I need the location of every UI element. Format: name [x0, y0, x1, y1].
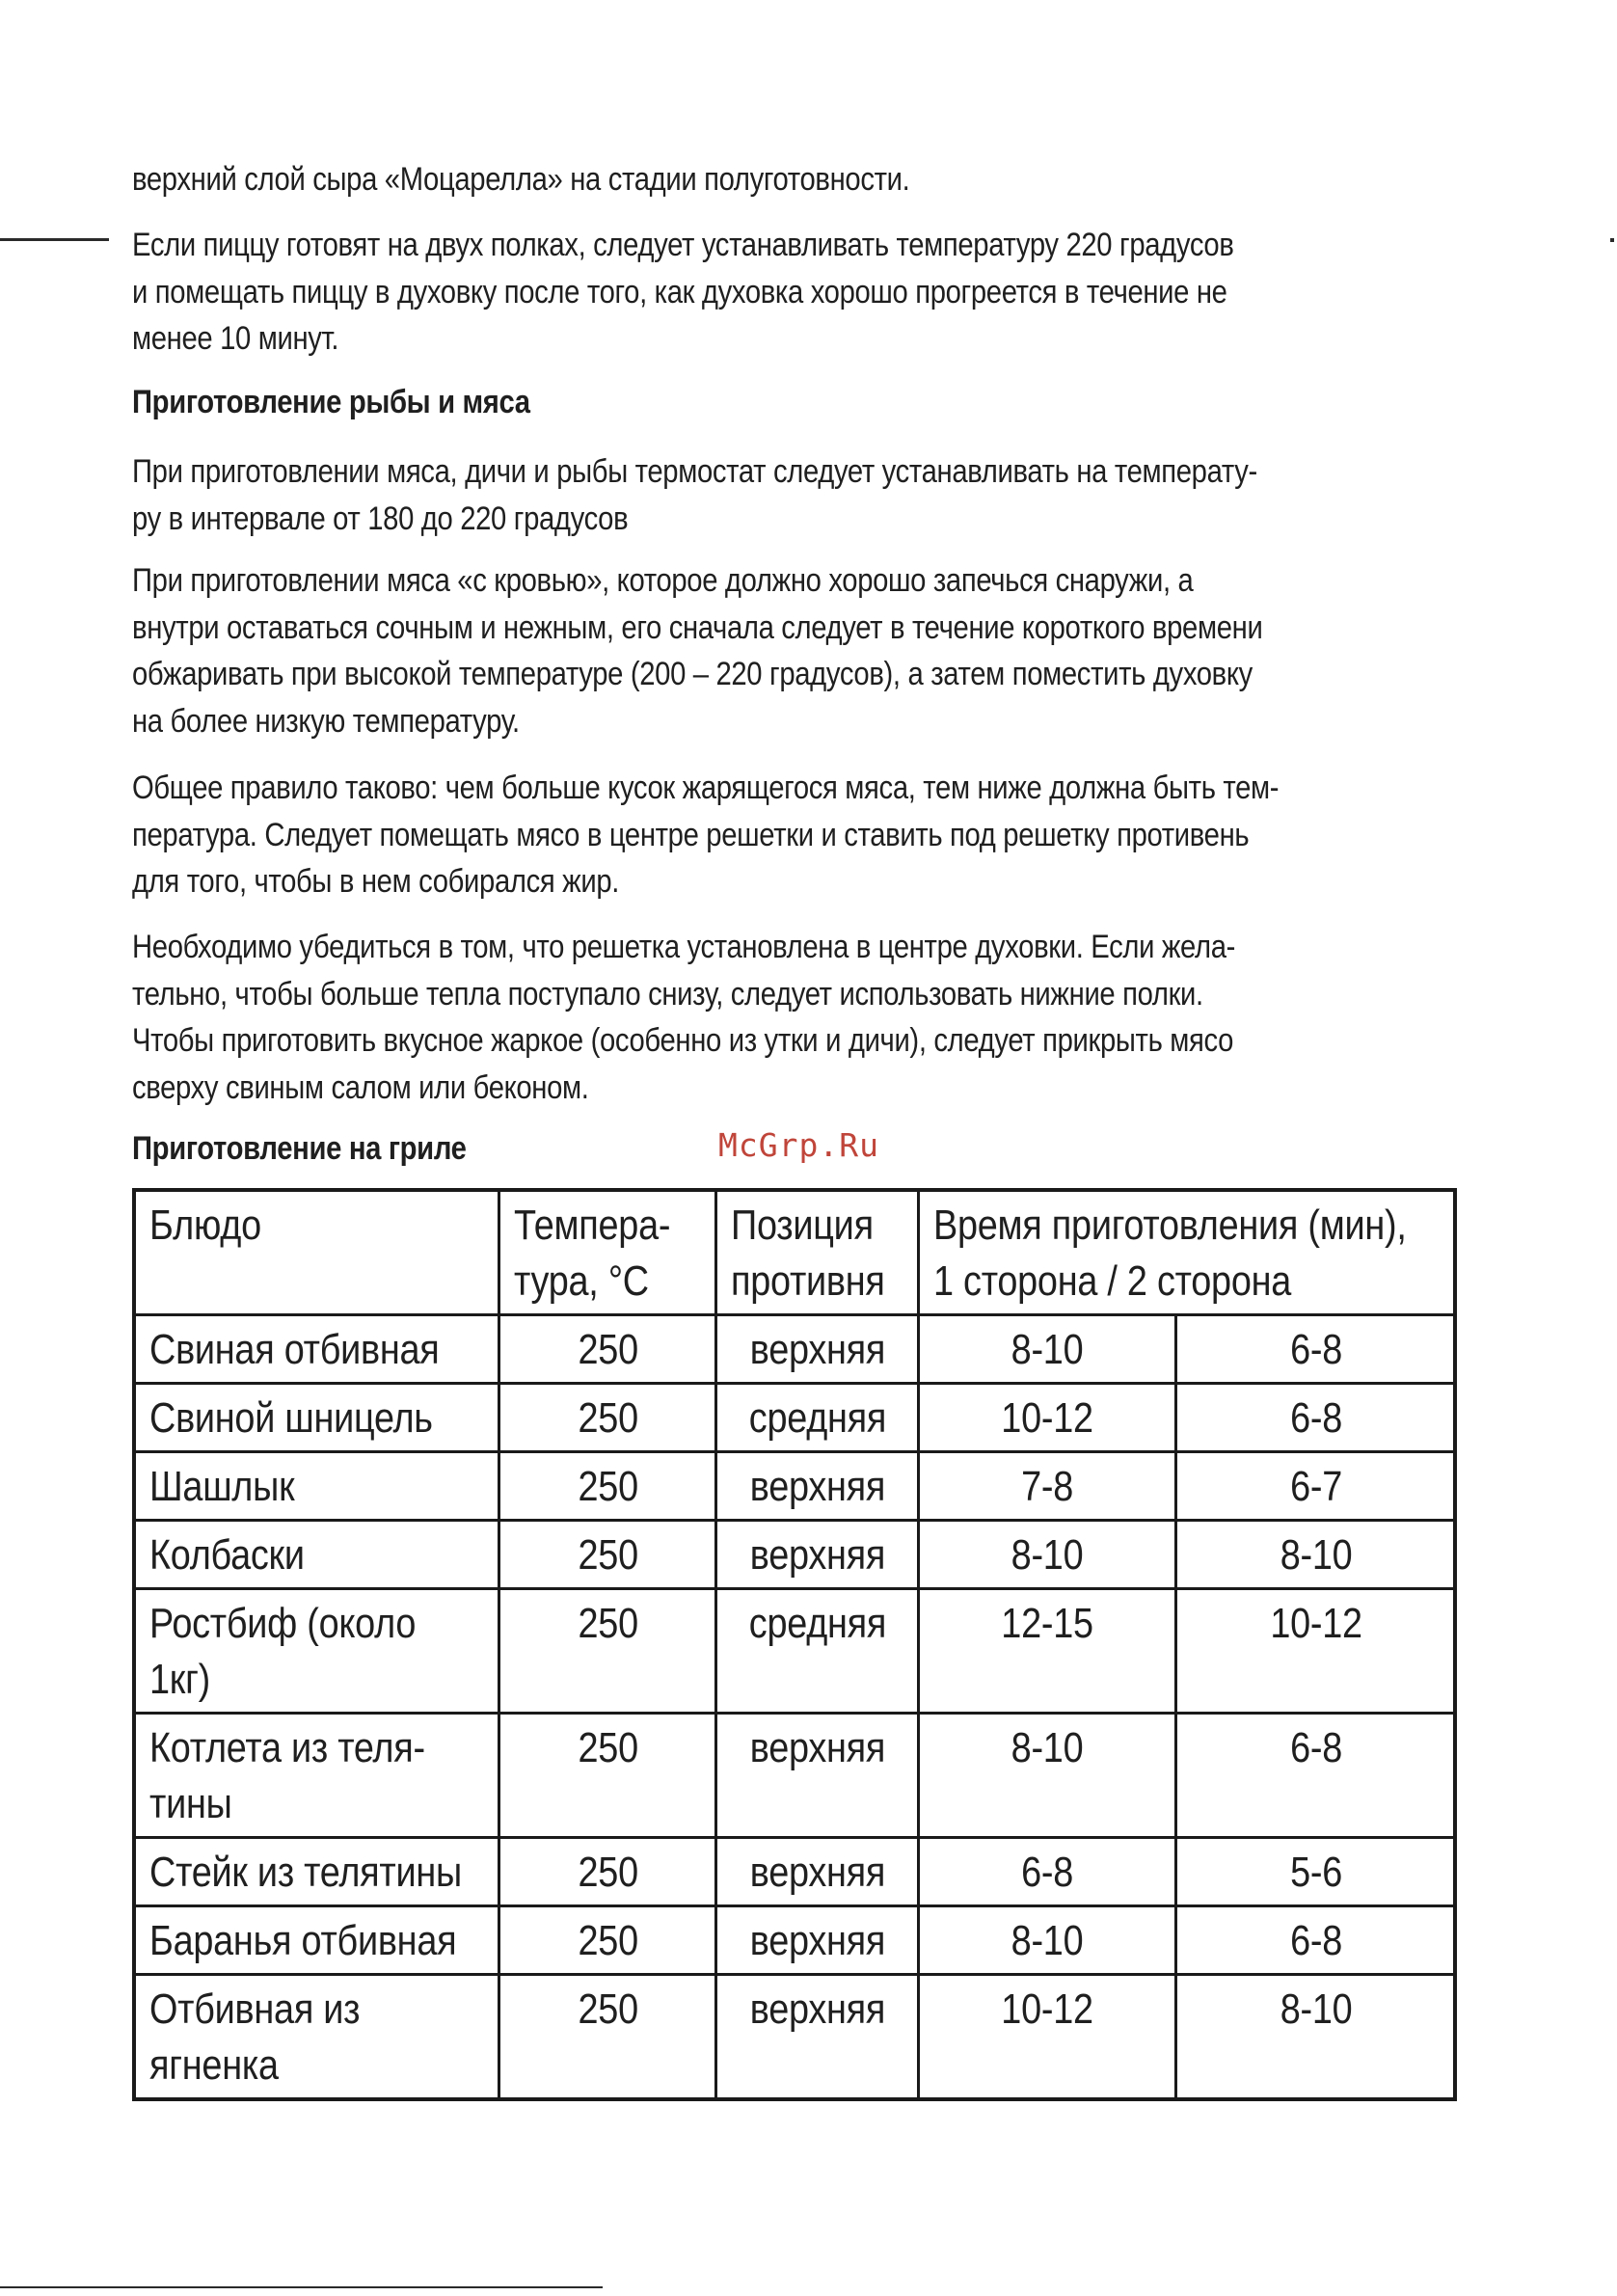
cell-temperature	[499, 1906, 715, 1975]
cell-time-side2	[1175, 1589, 1455, 1714]
section-heading: Приготовление на гриле	[132, 1130, 467, 1167]
cell-text: 6-8	[1289, 1394, 1342, 1442]
cell-text: 250	[578, 1463, 638, 1510]
cell-time-side1	[918, 1838, 1175, 1906]
cell-text: 6-8	[1289, 1917, 1342, 1964]
cell-text: верхняя	[749, 1985, 886, 2033]
cell-text: 8-10	[1011, 1531, 1084, 1579]
cell-time-side1	[918, 1975, 1175, 2100]
cell-dish	[134, 1906, 499, 1975]
header-text: Блюдо	[149, 1202, 261, 1249]
cell-text: 10-12	[1270, 1600, 1362, 1647]
cell-tray-position	[715, 1452, 918, 1521]
paragraph-text: Необходимо убедиться в том, что решетка установлена в центре духовки. Если жела- тельно, чтобы больше тепла поступало снизу, следует использовать нижние полки. Чтобы приготовить вкусное жаркое (особенно из утки и дичи), следует прикрыть мясо сверху свиным салом или беконом.	[132, 929, 1236, 1106]
cell-text: средняя	[748, 1394, 887, 1442]
paragraph-rack-center	[132, 924, 1461, 1111]
cell-text: 7-8	[1021, 1463, 1074, 1510]
cell-text: Котлета из теля- тины	[149, 1724, 425, 1827]
cell-tray-position	[715, 1384, 918, 1452]
cell-text: Ростбиф (около 1кг)	[149, 1600, 417, 1703]
cell-time-side1	[918, 1906, 1175, 1975]
paragraph-thermostat	[132, 448, 1461, 542]
cell-tray-position	[715, 1906, 918, 1975]
paragraph-general-rule	[132, 765, 1461, 905]
cell-text: 250	[578, 1917, 638, 1964]
cell-text: верхняя	[749, 1463, 886, 1510]
section-heading-fish-meat	[132, 379, 1461, 425]
cell-dish	[134, 1975, 499, 2100]
cell-temperature	[499, 1714, 715, 1838]
cell-text: 12-15	[1001, 1600, 1094, 1647]
cell-text: 8-10	[1280, 1985, 1353, 2033]
cell-text: 10-12	[1001, 1985, 1094, 2033]
cell-time-side2	[1175, 1906, 1455, 1975]
cell-text: 250	[578, 1531, 638, 1579]
footer-rule	[0, 2286, 603, 2288]
cell-text: 6-8	[1289, 1326, 1342, 1373]
cell-tray-position	[715, 1315, 918, 1384]
table-row	[134, 1975, 1455, 2100]
header-temperature	[499, 1190, 715, 1315]
section-heading: Приготовление рыбы и мяса	[132, 384, 530, 420]
cell-time-side2	[1175, 1975, 1455, 2100]
paragraph-text: При приготовлении мяса «с кровью», которое должно хорошо запечься снаружи, а внутри оставаться сочным и нежным, его сначала следует в течение короткого времени обжаривать при высокой температуре (200 – 220 градусов), а затем поместить духовку на более низкую температуру.	[132, 562, 1263, 740]
cell-time-side1	[918, 1714, 1175, 1838]
cell-text: Баранья отбивная	[149, 1917, 457, 1964]
cell-text: верхняя	[749, 1724, 886, 1771]
cell-dish	[134, 1838, 499, 1906]
cell-text: 250	[578, 1394, 638, 1442]
cell-time-side2	[1175, 1452, 1455, 1521]
paragraph-mozzarella	[132, 156, 1461, 203]
cell-text: 6-8	[1289, 1724, 1342, 1771]
cell-text: 250	[578, 1849, 638, 1896]
cell-temperature	[499, 1452, 715, 1521]
table-row	[134, 1521, 1455, 1589]
cell-text: Колбаски	[149, 1531, 305, 1579]
table-row	[134, 1384, 1455, 1452]
margin-mark-right	[1610, 238, 1614, 242]
cell-time-side2	[1175, 1315, 1455, 1384]
cell-temperature	[499, 1838, 715, 1906]
watermark: McGrp.Ru	[718, 1126, 879, 1164]
cell-text: 250	[578, 1600, 638, 1647]
paragraph-text: Общее правило таково: чем больше кусок жарящегося мяса, тем ниже должна быть тем- пература. Следует помещать мясо в центре решетки и ставить под решетку противень для того, чтобы в нем собирался жир.	[132, 770, 1280, 900]
cell-text: верхняя	[749, 1326, 886, 1373]
table-row	[134, 1589, 1455, 1714]
cell-tray-position	[715, 1589, 918, 1714]
cell-dish	[134, 1589, 499, 1714]
cell-time-side1	[918, 1315, 1175, 1384]
paragraph-rare-meat	[132, 557, 1461, 744]
cell-time-side2	[1175, 1838, 1455, 1906]
cell-text: Свиная отбивная	[149, 1326, 440, 1373]
cell-text: 8-10	[1011, 1724, 1084, 1771]
cell-temperature	[499, 1975, 715, 2100]
table-row	[134, 1838, 1455, 1906]
table-row	[134, 1452, 1455, 1521]
header-dish	[134, 1190, 499, 1315]
header-tray-position	[715, 1190, 918, 1315]
cell-dish	[134, 1315, 499, 1384]
cell-text: 250	[578, 1985, 638, 2033]
cell-dish	[134, 1452, 499, 1521]
grill-table	[132, 1188, 1457, 2101]
cell-text: 250	[578, 1326, 638, 1373]
cell-temperature	[499, 1589, 715, 1714]
cell-dish	[134, 1521, 499, 1589]
cell-text: 8-10	[1280, 1531, 1353, 1579]
cell-tray-position	[715, 1521, 918, 1589]
header-text: Позиция противня	[730, 1202, 885, 1305]
header-text: Время приготовления (мин), 1 сторона / 2 сторона	[932, 1202, 1407, 1305]
cell-tray-position	[715, 1975, 918, 2100]
cell-time-side2	[1175, 1521, 1455, 1589]
cell-time-side1	[918, 1384, 1175, 1452]
paragraph-text: Если пиццу готовят на двух полках, следует устанавливать температуру 220 градусов и помещать пиццу в духовку после того, как духовка хорошо прогреется в течение не менее 10 минут.	[132, 227, 1234, 357]
cell-text: верхняя	[749, 1849, 886, 1896]
cell-time-side2	[1175, 1384, 1455, 1452]
cell-text: 5-6	[1289, 1849, 1342, 1896]
cell-text: верхняя	[749, 1917, 886, 1964]
cell-tray-position	[715, 1714, 918, 1838]
margin-mark-left	[0, 238, 109, 241]
cell-text: Отбивная из ягненка	[149, 1985, 361, 2089]
cell-time-side2	[1175, 1714, 1455, 1838]
cell-text: Стейк из телятины	[149, 1849, 462, 1896]
cell-text: 6-8	[1021, 1849, 1074, 1896]
paragraph-text: При приготовлении мяса, дичи и рыбы термостат следует устанавливать на температу- ру в интервале от 180 до 220 градусов	[132, 453, 1257, 537]
cell-temperature	[499, 1315, 715, 1384]
cell-dish	[134, 1384, 499, 1452]
paragraph-pizza-two-shelves	[132, 222, 1461, 363]
header-cooking-time	[918, 1190, 1455, 1315]
cell-text: 6-7	[1289, 1463, 1342, 1510]
cell-text: 8-10	[1011, 1326, 1084, 1373]
cell-text: верхняя	[749, 1531, 886, 1579]
table-row	[134, 1714, 1455, 1838]
cell-text: 10-12	[1001, 1394, 1094, 1442]
cell-time-side1	[918, 1452, 1175, 1521]
paragraph-text: верхний слой сыра «Моцарелла» на стадии полуготовности.	[132, 161, 910, 198]
cell-tray-position	[715, 1838, 918, 1906]
cell-text: Шашлык	[149, 1463, 295, 1510]
cell-time-side1	[918, 1589, 1175, 1714]
table-row	[134, 1315, 1455, 1384]
table-row	[134, 1906, 1455, 1975]
cell-time-side1	[918, 1521, 1175, 1589]
cell-temperature	[499, 1384, 715, 1452]
cell-dish	[134, 1714, 499, 1838]
cell-text: 8-10	[1011, 1917, 1084, 1964]
cell-text: Свиной шницель	[149, 1394, 433, 1442]
cell-text: 250	[578, 1724, 638, 1771]
table-header-row	[134, 1190, 1455, 1315]
header-text: Темпера- тура, °C	[513, 1202, 670, 1305]
cell-temperature	[499, 1521, 715, 1589]
cell-text: средняя	[748, 1600, 887, 1647]
